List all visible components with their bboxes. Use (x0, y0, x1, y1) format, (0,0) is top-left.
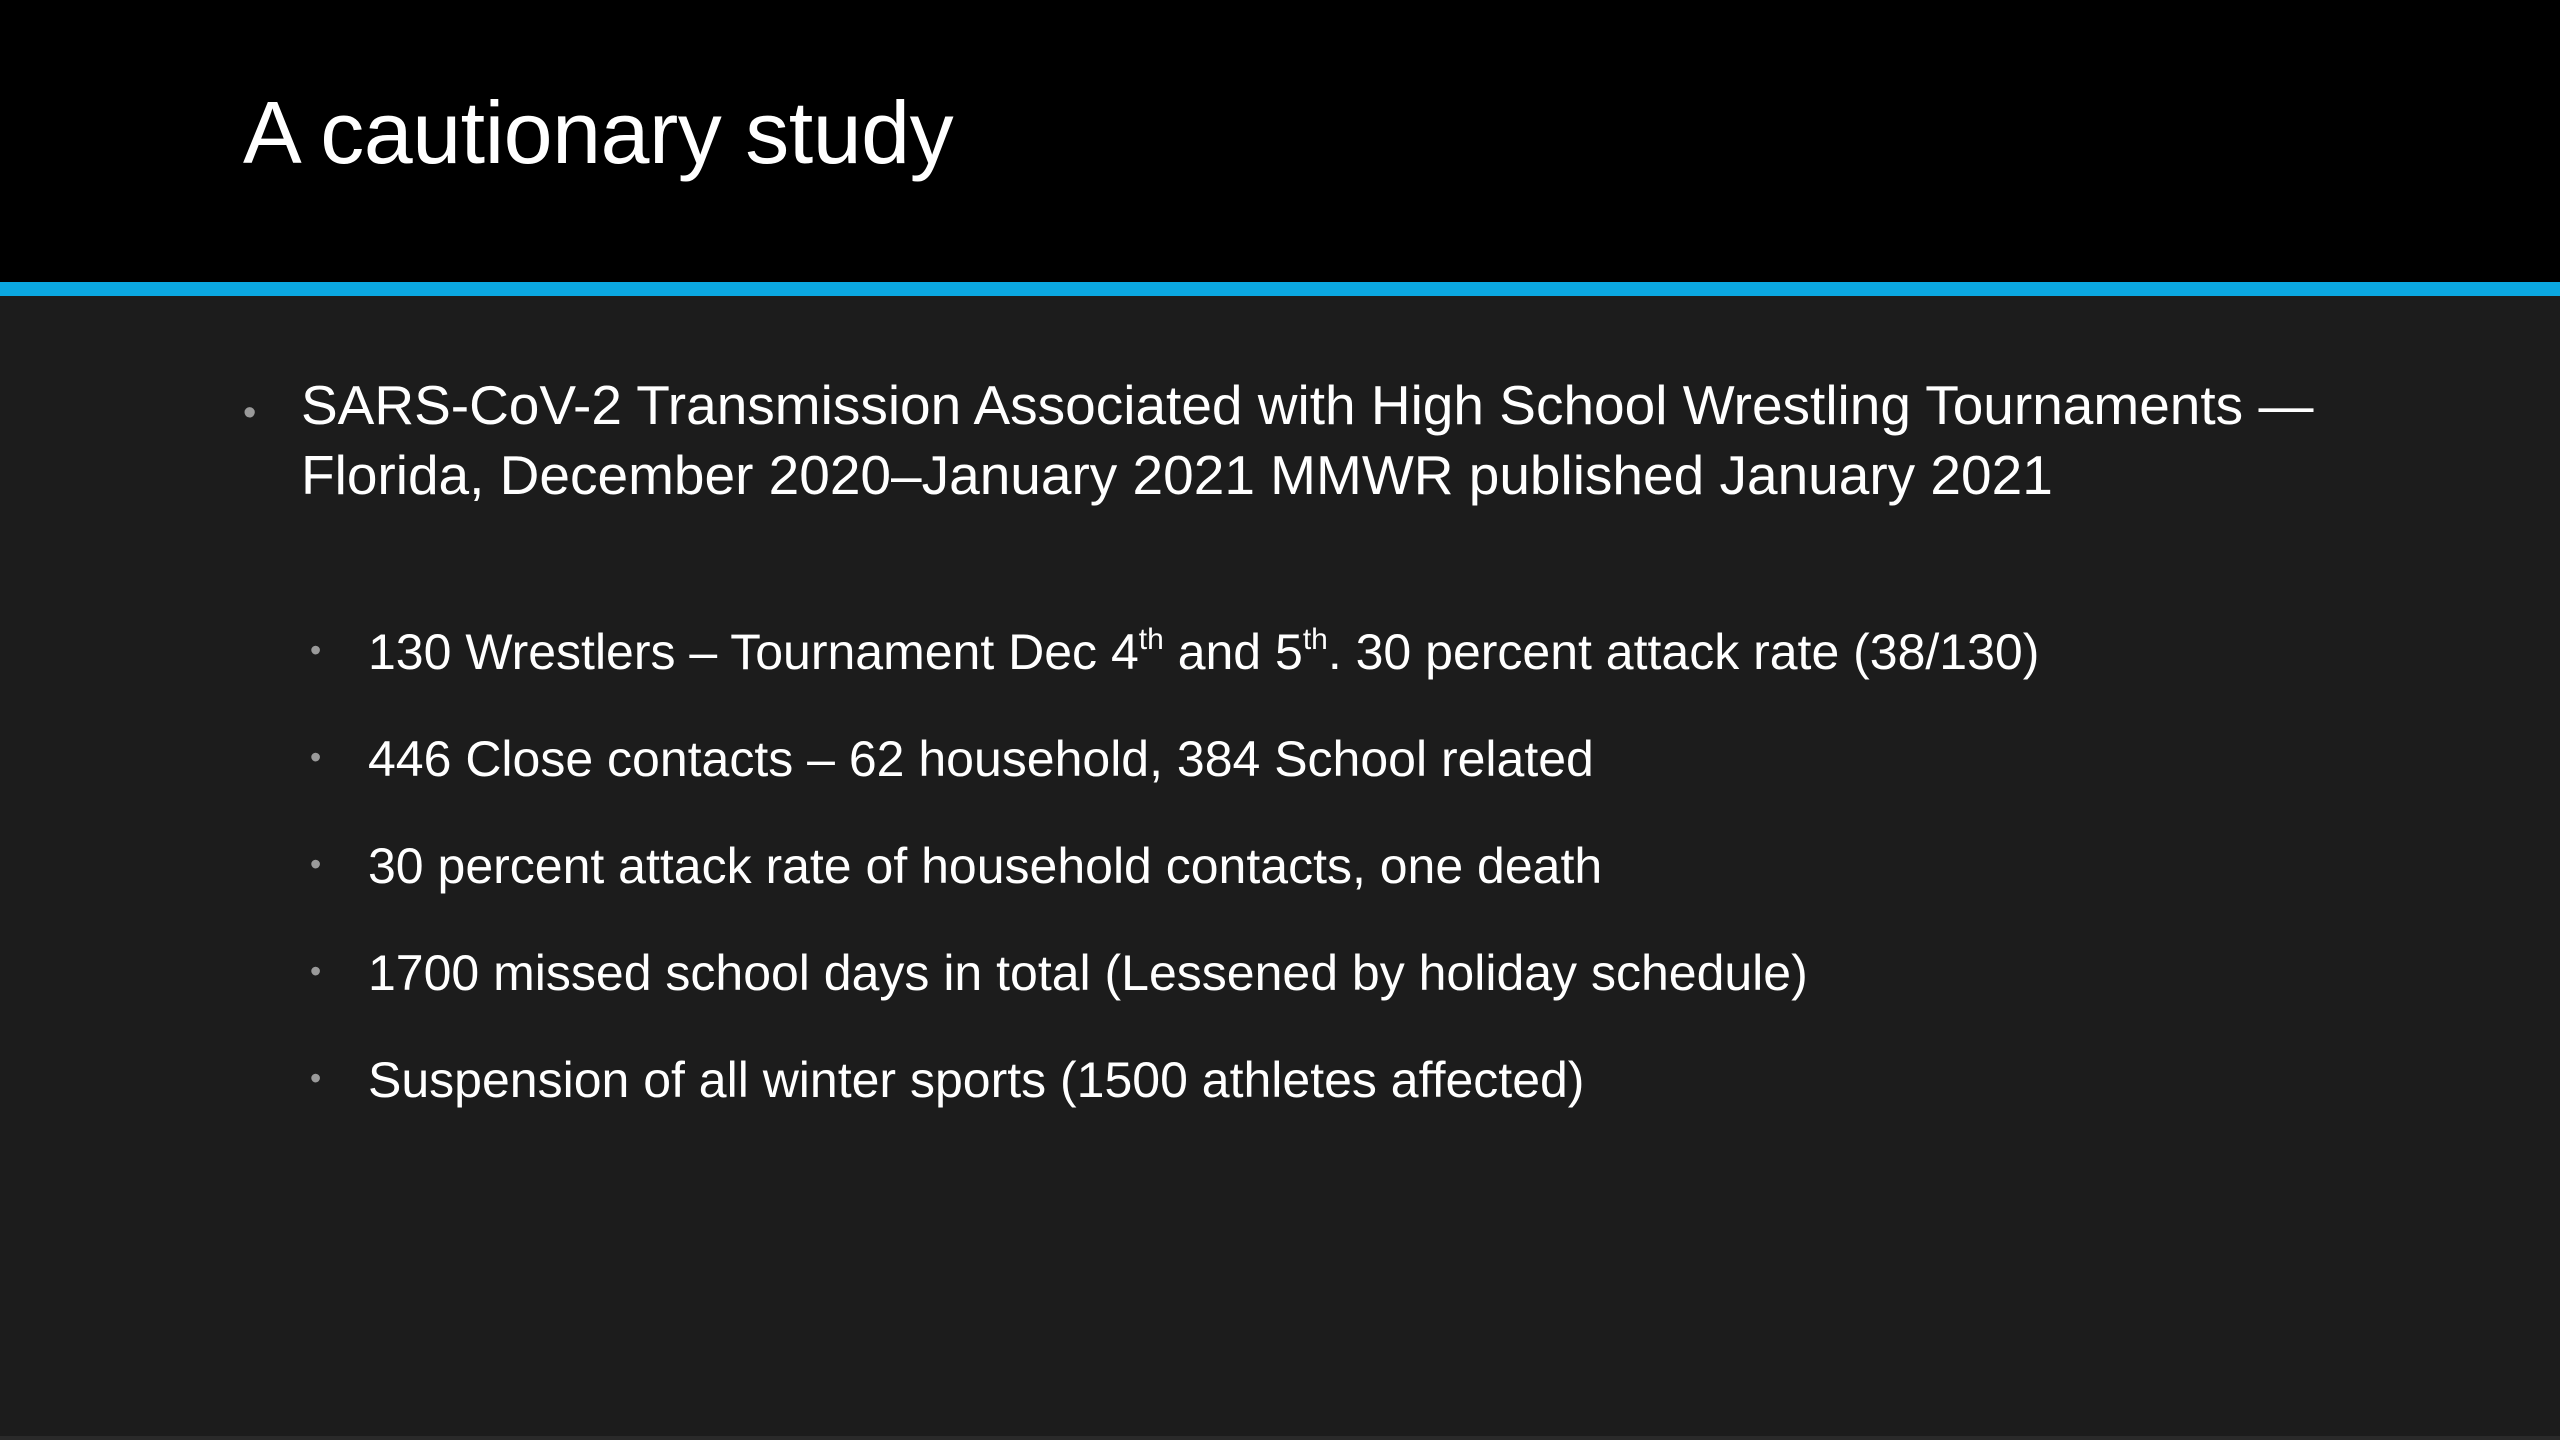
sub-bullet-item (310, 834, 2310, 941)
accent-divider (0, 282, 2560, 296)
main-bullet (243, 370, 2323, 510)
sub-bullet-list (310, 620, 2310, 1155)
bullet-marker: • (243, 392, 257, 434)
sub-bullet-item (310, 727, 2310, 834)
text-segment: 130 Wrestlers – Tournament Dec 4 (368, 624, 1139, 680)
sub-bullet-text: Suspension of all winter sports (1500 athletes affected) (368, 1052, 1585, 1108)
sub-bullet-text: 30 percent attack rate of household contacts, one death (368, 838, 1603, 894)
sub-bullet-text: 446 Close contacts – 62 household, 384 School related (368, 731, 1594, 787)
ordinal-suffix: th (1138, 623, 1164, 656)
bullet-marker: • (310, 739, 322, 775)
sub-bullet-item (310, 941, 2310, 1048)
bullet-marker: • (310, 1060, 322, 1096)
sub-bullet-text (368, 620, 2039, 692)
title-bar (0, 0, 2560, 282)
bullet-marker: • (310, 953, 322, 989)
bullet-marker: • (310, 632, 322, 668)
bullet-marker: • (310, 846, 322, 882)
slide-title: A cautionary study (243, 83, 954, 182)
text-segment: and 5 (1163, 624, 1303, 680)
sub-bullet-item (310, 1048, 2310, 1155)
sub-bullet-text: 1700 missed school days in total (Lessened by holiday schedule) (368, 945, 1808, 1001)
bottom-edge (0, 1436, 2560, 1440)
text-segment: . 30 percent attack rate (38/130) (1327, 624, 2040, 680)
sub-bullet-item (310, 620, 2310, 727)
main-bullet-text: SARS-CoV-2 Transmission Associated with High School Wrestling Tournaments — Florida, December 2020–January 2021 MMWR published January 2021 (301, 374, 2314, 506)
ordinal-suffix: th (1302, 623, 1328, 656)
